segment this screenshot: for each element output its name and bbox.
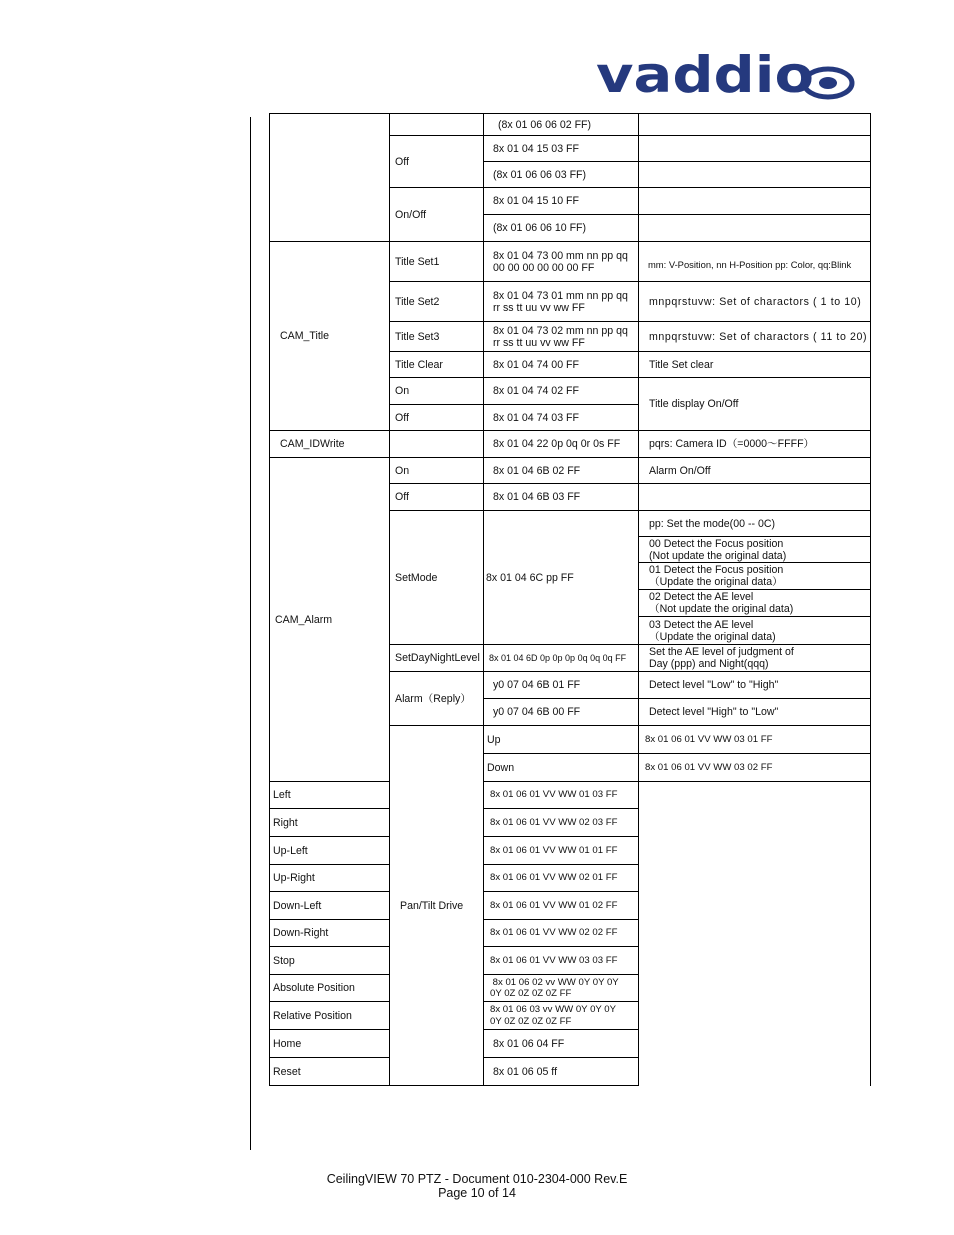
command-cell: 8x 01 04 74 00 FF: [484, 352, 639, 378]
subcommand-label: Alarm（Reply）: [390, 672, 484, 726]
command-line: rr ss tt uu vv ww FF: [493, 336, 585, 349]
margin-rule: [250, 117, 251, 1150]
command-line: 8x 01 04 73 00 mm nn pp qq: [493, 249, 628, 262]
subcommand-label: SetDayNightLevel: [390, 645, 484, 672]
desc-cell: [639, 563, 871, 590]
subcommand-label: Down-Right: [270, 920, 390, 947]
desc-cell: mnpqrstuvw: Set of charactors ( 11 to 20): [639, 322, 871, 352]
command-cell: (8x 01 06 06 03 FF): [484, 162, 639, 188]
desc-line: 02 Detect the AE level: [649, 591, 754, 603]
subcommand-label: Down: [484, 754, 639, 782]
table-cell: [390, 431, 484, 458]
table-cell: [390, 114, 484, 136]
command-line: 8x 01 04 73 01 mm nn pp qq: [493, 289, 628, 302]
command-line: 8x 01 06 02 vv WW 0Y 0Y 0Y: [490, 976, 619, 988]
command-cell: 8x 01 04 6C pp FF: [484, 511, 639, 645]
desc-line: Set the AE level of judgment of: [649, 646, 794, 658]
desc-cell: [639, 537, 871, 563]
subcommand-label: Up: [484, 726, 639, 754]
desc-cell: Alarm On/Off: [639, 458, 871, 484]
subcommand-label: Up-Left: [270, 837, 390, 865]
command-cell: 8x 01 06 04 FF: [484, 1030, 639, 1058]
command-cell: y0 07 04 6B 01 FF: [484, 672, 639, 699]
desc-cell: [639, 215, 871, 242]
command-cell: [484, 322, 639, 352]
desc-cell: pp: Set the mode(00 -- 0C): [639, 511, 871, 537]
subcommand-label: On: [390, 458, 484, 484]
desc-cell: Detect level "Low" to "High": [639, 672, 871, 699]
desc-cell: pqrs: Camera ID（=0000～FFFF）: [639, 431, 871, 458]
command-cell: [484, 975, 639, 1002]
command-cell: 8x 01 04 74 03 FF: [484, 405, 639, 431]
command-cell: 8x 01 06 01 VV WW 03 03 FF: [484, 947, 639, 975]
subcommand-label: Off: [390, 136, 484, 188]
subcommand-label: Off: [390, 484, 484, 511]
vaddio-logo: [596, 52, 856, 102]
subcommand-label: Right: [270, 809, 390, 837]
page-footer: [0, 1172, 954, 1200]
desc-cell: [639, 162, 871, 188]
group-cam-title: CAM_Title: [270, 242, 390, 431]
subcommand-label: Relative Position: [270, 1002, 390, 1030]
group-cam-alarm: CAM_Alarm: [270, 458, 390, 782]
desc-cell: Title display On/Off: [639, 378, 871, 431]
command-cell: 8x 01 04 6B 03 FF: [484, 484, 639, 511]
command-cell: 8x 01 06 01 VV WW 02 01 FF: [484, 865, 639, 892]
command-line: 0Y 0Z 0Z 0Z 0Z FF: [490, 988, 572, 999]
desc-cell: Title Set clear: [639, 352, 871, 378]
subcommand-label: Title Set2: [390, 282, 484, 322]
command-cell: [484, 282, 639, 322]
command-cell: 8x 01 06 01 VV WW 01 02 FF: [484, 892, 639, 920]
subcommand-label: On: [390, 378, 484, 405]
command-cell: (8x 01 06 06 02 FF): [484, 114, 639, 136]
command-cell: 8x 01 06 01 VV WW 03 02 FF: [639, 754, 871, 782]
command-cell: 8x 01 04 74 02 FF: [484, 378, 639, 405]
subcommand-label: Up-Right: [270, 865, 390, 892]
logo-text: vaddio: [596, 52, 814, 102]
subcommand-label: Reset: [270, 1058, 390, 1086]
desc-cell: mnpqrstuvw: Set of charactors ( 1 to 10): [639, 282, 871, 322]
command-line: 00 00 00 00 00 00 FF: [493, 261, 595, 274]
desc-cell: [639, 645, 871, 672]
command-cell: 8x 01 06 01 VV WW 01 01 FF: [484, 837, 639, 865]
command-cell: 8x 01 06 01 VV WW 01 03 FF: [484, 782, 639, 809]
command-cell: (8x 01 06 06 10 FF): [484, 215, 639, 242]
desc-cell: [639, 590, 871, 617]
command-cell: 8x 01 06 01 VV WW 02 03 FF: [484, 809, 639, 837]
desc-line: 00 Detect the Focus position: [649, 537, 784, 550]
command-line: 0Y 0Z 0Z 0Z 0Z FF: [490, 1015, 572, 1027]
desc-cell: mm: V-Position, nn H-Position pp: Color, qq:Blink: [639, 242, 871, 282]
command-line: 8x 01 06 03 vv WW 0Y 0Y 0Y: [490, 1004, 617, 1015]
desc-line: 03 Detect the AE level: [649, 618, 754, 631]
desc-line: （Update the original data): [649, 630, 776, 643]
group-cam-idwrite: CAM_IDWrite: [270, 431, 390, 458]
command-cell: 8x 01 04 15 03 FF: [484, 136, 639, 162]
command-cell: 8x 01 06 01 VV WW 02 02 FF: [484, 920, 639, 947]
command-cell: 8x 01 06 05 ff: [484, 1058, 639, 1086]
subcommand-label: Stop: [270, 947, 390, 975]
subcommand-label: Title Set3: [390, 322, 484, 352]
visca-command-table: [269, 113, 871, 1086]
desc-line: （Update the original data）: [649, 576, 783, 588]
desc-cell: [639, 484, 871, 511]
desc-line: （Not update the original data): [649, 603, 794, 615]
command-cell: 8x 01 04 6B 02 FF: [484, 458, 639, 484]
desc-cell: [639, 188, 871, 215]
command-cell: y0 07 04 6B 00 FF: [484, 699, 639, 726]
group-pan-tilt-drive: Pan/Tilt Drive: [390, 726, 484, 1086]
subcommand-label: Off: [390, 405, 484, 431]
command-cell: 8x 01 06 01 VV WW 03 01 FF: [639, 726, 871, 754]
desc-line: (Not update the original data): [649, 549, 787, 562]
command-cell: [484, 242, 639, 282]
command-line: 8x 01 04 73 02 mm nn pp qq: [493, 324, 628, 337]
group-cell-continued: [270, 114, 390, 242]
command-cell: 8x 01 04 6D 0p 0p 0p 0q 0q 0q FF: [484, 645, 639, 672]
command-cell: 8x 01 04 22 0p 0q 0r 0s FF: [484, 431, 639, 458]
command-line: rr ss tt uu vv ww FF: [493, 301, 585, 314]
desc-cell: [639, 617, 871, 645]
subcommand-label: Home: [270, 1030, 390, 1058]
desc-line: 01 Detect the Focus position: [649, 564, 784, 576]
desc-cell: [639, 114, 871, 136]
command-cell: 8x 01 04 15 10 FF: [484, 188, 639, 215]
command-cell: [484, 1002, 639, 1030]
subcommand-label: Title Clear: [390, 352, 484, 378]
subcommand-label: Absolute Position: [270, 975, 390, 1002]
desc-cell: [639, 136, 871, 162]
desc-cell: Detect level "High" to "Low": [639, 699, 871, 726]
subcommand-label: Title Set1: [390, 242, 484, 282]
subcommand-label: Left: [270, 782, 390, 809]
subcommand-label: Down-Left: [270, 892, 390, 920]
footer-document-title: CeilingVIEW 70 PTZ - Document 010-2304-000 Rev.E: [326, 1172, 628, 1186]
subcommand-label: On/Off: [390, 188, 484, 242]
subcommand-label: SetMode: [390, 511, 484, 645]
footer-page-number: Page 10 of 14: [438, 1186, 516, 1200]
desc-line: Day (ppp) and Night(qqq): [649, 658, 769, 670]
